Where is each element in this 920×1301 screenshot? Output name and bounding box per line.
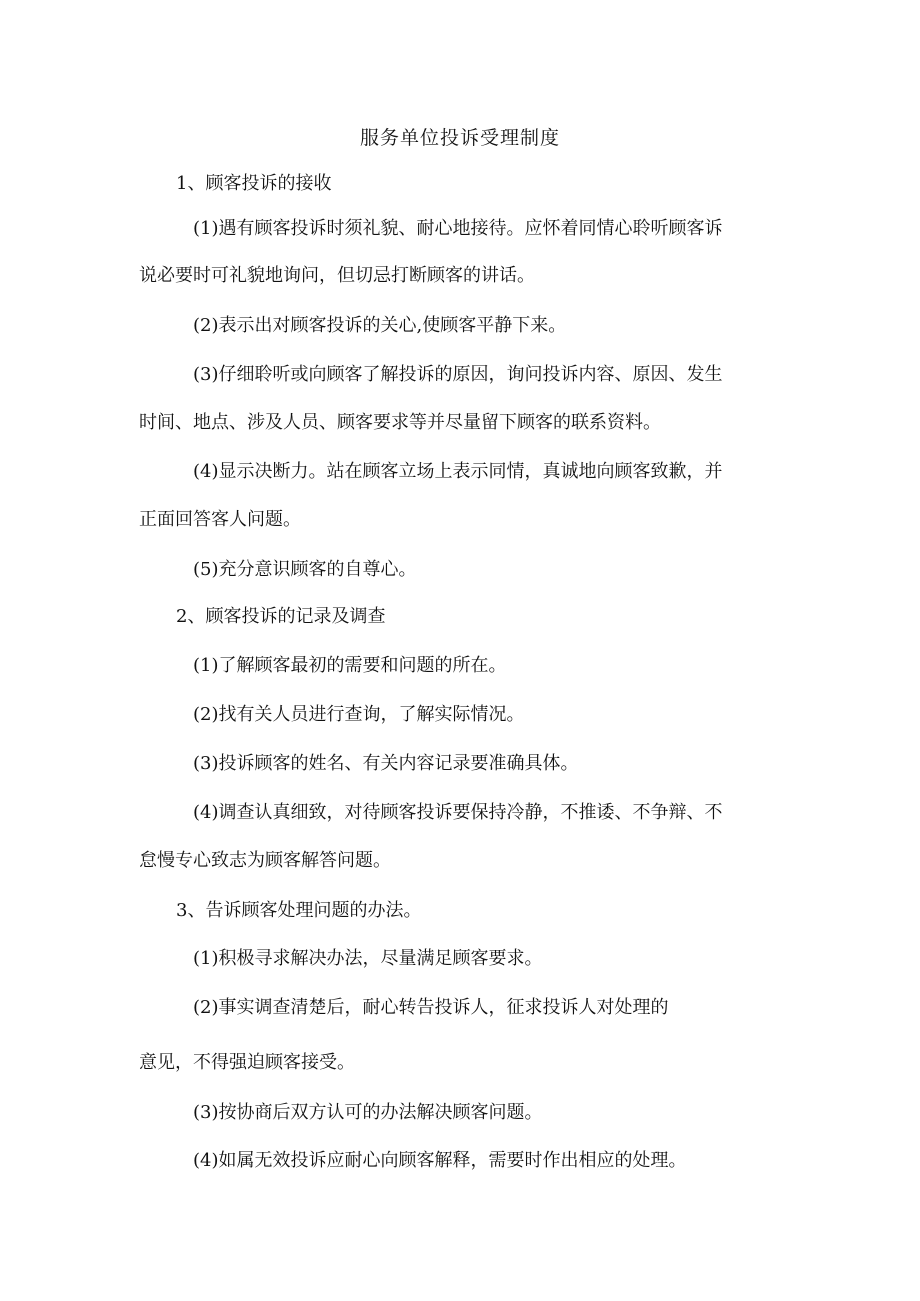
paragraph-line: (4)显示决断力。站在顾客立场上表示同情，真诚地向顾客致歉，并 bbox=[193, 461, 723, 482]
paragraph-line: (3)仔细聆听或向顾客了解投诉的原因，询问投诉内容、原因、发生 bbox=[193, 364, 723, 385]
paragraph-line: (2)找有关人员进行查询，了解实际情况。 bbox=[193, 704, 525, 725]
paragraph-line: 怠慢专心致志为顾客解答问题。 bbox=[139, 850, 391, 871]
paragraph-line: (2)事实调查清楚后，耐心转告投诉人，征求投诉人对处理的 bbox=[193, 997, 669, 1018]
paragraph-line: (1)了解顾客最初的需要和问题的所在。 bbox=[193, 655, 507, 676]
paragraph-line: (1)遇有顾客投诉时须礼貌、耐心地接待。应怀着同情心聆听顾客诉 bbox=[193, 218, 723, 239]
paragraph-line: (4)调查认真细致，对待顾客投诉要保持冷静，不推诿、不争辩、不 bbox=[193, 802, 723, 823]
document-title: 服务单位投诉受理制度 bbox=[359, 127, 560, 149]
paragraph-line: 说必要时可礼貌地询问，但切忌打断顾客的讲话。 bbox=[139, 265, 535, 286]
paragraph-line: (1)积极寻求解决办法，尽量满足顾客要求。 bbox=[193, 948, 543, 969]
paragraph-line: 意见，不得强迫顾客接受。 bbox=[139, 1052, 355, 1073]
paragraph-line: (3)按协商后双方认可的办法解决顾客问题。 bbox=[193, 1102, 543, 1123]
paragraph-line: 时间、地点、涉及人员、顾客要求等并尽量留下顾客的联系资料。 bbox=[139, 412, 661, 433]
paragraph-line: 正面回答客人问题。 bbox=[139, 509, 301, 530]
section-heading-3: 3、告诉顾客处理问题的办法。 bbox=[176, 900, 422, 921]
paragraph-line: (2)表示出对顾客投诉的关心,使顾客平静下来。 bbox=[193, 315, 567, 336]
paragraph-line: (3)投诉顾客的姓名、有关内容记录要准确具体。 bbox=[193, 753, 579, 774]
section-heading-2: 2、顾客投诉的记录及调查 bbox=[176, 606, 386, 627]
paragraph-line: (5)充分意识顾客的自尊心。 bbox=[193, 559, 417, 580]
section-heading-1: 1、顾客投诉的接收 bbox=[176, 173, 332, 194]
paragraph-line: (4)如属无效投诉应耐心向顾客解释，需要时作出相应的处理。 bbox=[193, 1150, 687, 1171]
